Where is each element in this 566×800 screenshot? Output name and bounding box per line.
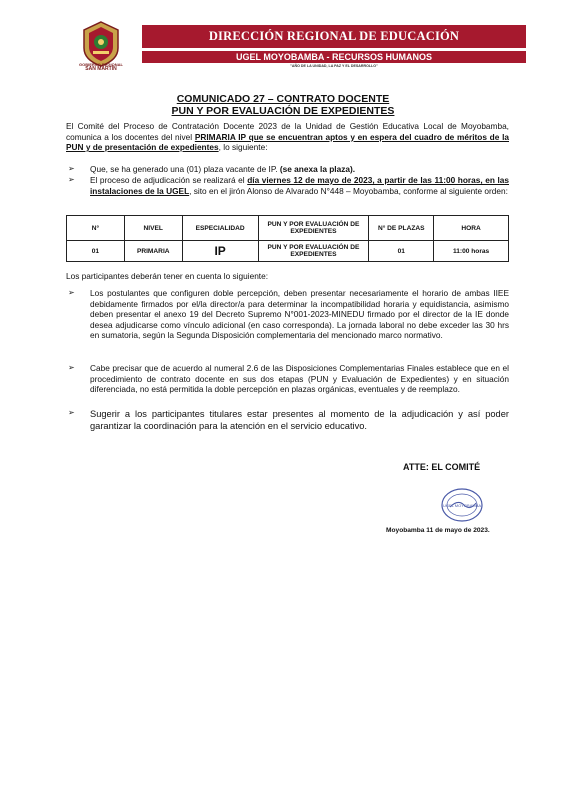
header-band-subtitle: UGEL MOYOBAMBA - RECURSOS HUMANOS — [142, 51, 526, 63]
arrow-bullet-icon: ➢ — [68, 363, 75, 372]
table-header: N° — [67, 216, 125, 241]
table-header: NIVEL — [124, 216, 182, 241]
table-header: HORA — [434, 216, 509, 241]
vacancy-table — [66, 215, 509, 262]
table-row — [67, 241, 509, 262]
regional-government-logo — [78, 20, 124, 68]
bullet-process-bold: día viernes 12 de mayo de 2023, a partir de las 11:00 horas, en las instalaciones de la UGEL — [90, 175, 509, 196]
header-band-title: DIRECCIÓN REGIONAL DE EDUCACIÓN — [142, 25, 526, 48]
bullet-vacancy-bold: (se anexa la plaza). — [279, 164, 356, 174]
arrow-bullet-icon: ➢ — [68, 164, 75, 173]
arrow-bullet-icon: ➢ — [68, 408, 75, 417]
table-cell: PRIMARIA — [124, 241, 182, 262]
bullet-process-text: El proceso de adjudicación se realizará el — [90, 175, 248, 185]
logo-label-2: SAN MARTÍN — [85, 66, 117, 72]
bullet-vacancy-text: Que, se ha generado una (01) plaza vacante de IP. — [90, 164, 280, 174]
signature-atte: ATTE: EL COMITÉ — [403, 462, 481, 472]
intro-tail: , lo siguiente: — [218, 142, 268, 153]
table-header: PUN Y POR EVALUACIÓN DE EXPEDIENTES — [258, 216, 369, 241]
document-title-line1: COMUNICADO 27 – CONTRATO DOCENTE — [176, 93, 390, 105]
logo-label-1: GOBIERNO REGIONAL — [78, 62, 123, 67]
table-header: ESPECIALIDAD — [182, 216, 258, 241]
header-motto: "AÑO DE LA UNIDAD, LA PAZ Y EL DESARROLLO" — [290, 64, 378, 68]
document-date: Moyobamba 11 de mayo de 2023. — [386, 527, 490, 534]
table-cell: 01 — [369, 241, 434, 262]
table-cell: IP — [182, 241, 258, 262]
intro-paragraph — [66, 121, 509, 153]
table-header: N° DE PLAZAS — [369, 216, 434, 241]
bullet-suggestion: Sugerir a los participantes titulares estar presentes al momento de la adjudicación y así poder garantizar la coordinación para la atención en el servicio educativo. — [90, 409, 509, 431]
bullet-process-tail: , sito en el jirón Alonso de Alvarado N°448 – Moyobamba, conforme al siguiente orden: — [189, 185, 508, 196]
bullet-double-perception: Los postulantes que configuren doble percepción, deben presentar necesariamente el horario de ambas IIEE debidamente firmados por el/la director/a para determinar la incompatibilidad horaria y equidistancia, asimismo deben presentar el anexo 19 del Decreto Supremo N°001-2023-MINEDU firmado por el director de la IE donde desea adjudicarse como vínculo adicional (en caso corresponda). La jornada laboral no debe exceder las 30 hrs en sumatoria, según la Segunda Disposición complementaria del mencionado marco normativo. — [90, 288, 509, 341]
intro-text: El Comité del Proceso de Contratación Docente 2023 de la Unidad de Gestión Educativa Local de Moyobamba, comunica a los docentes del nivel — [66, 121, 509, 142]
committee-seal-icon — [440, 487, 484, 523]
bullet-vacancy — [90, 164, 509, 175]
arrow-bullet-icon: ➢ — [68, 175, 75, 184]
table-cell: 01 — [67, 241, 125, 262]
table-cell: PUN Y POR EVALUACIÓN DE EXPEDIENTES — [258, 241, 369, 262]
arrow-bullet-icon: ➢ — [68, 288, 75, 297]
bullet-numeral-2-6: Cabe precisar que de acuerdo al numeral 2.6 de las Disposiciones Complementarias Finales establece que en el procedimiento de contrato docente en sus dos etapas (PUN y Evaluación de Expedientes) y en situación diferenciada, no está permitida la doble percepción en plazas orgánicas, eventuales y de reemplazo. — [90, 363, 509, 395]
participants-intro: Los participantes deberán tener en cuenta lo siguiente: — [66, 271, 269, 281]
intro-bold: PRIMARIA IP que se encuentran aptos y en espera del cuadro de méritos de la PUN y de presentación de expedientes — [66, 131, 509, 153]
table-header-row — [67, 216, 509, 241]
document-title-line2: PUN Y POR EVALUACIÓN DE EXPEDIENTES — [171, 105, 395, 117]
seal-text: UGEL MOYOBAMBA — [442, 503, 482, 508]
table-cell: 11:00 horas — [434, 241, 509, 262]
bullet-process — [90, 175, 509, 196]
logo-caption — [70, 62, 132, 72]
